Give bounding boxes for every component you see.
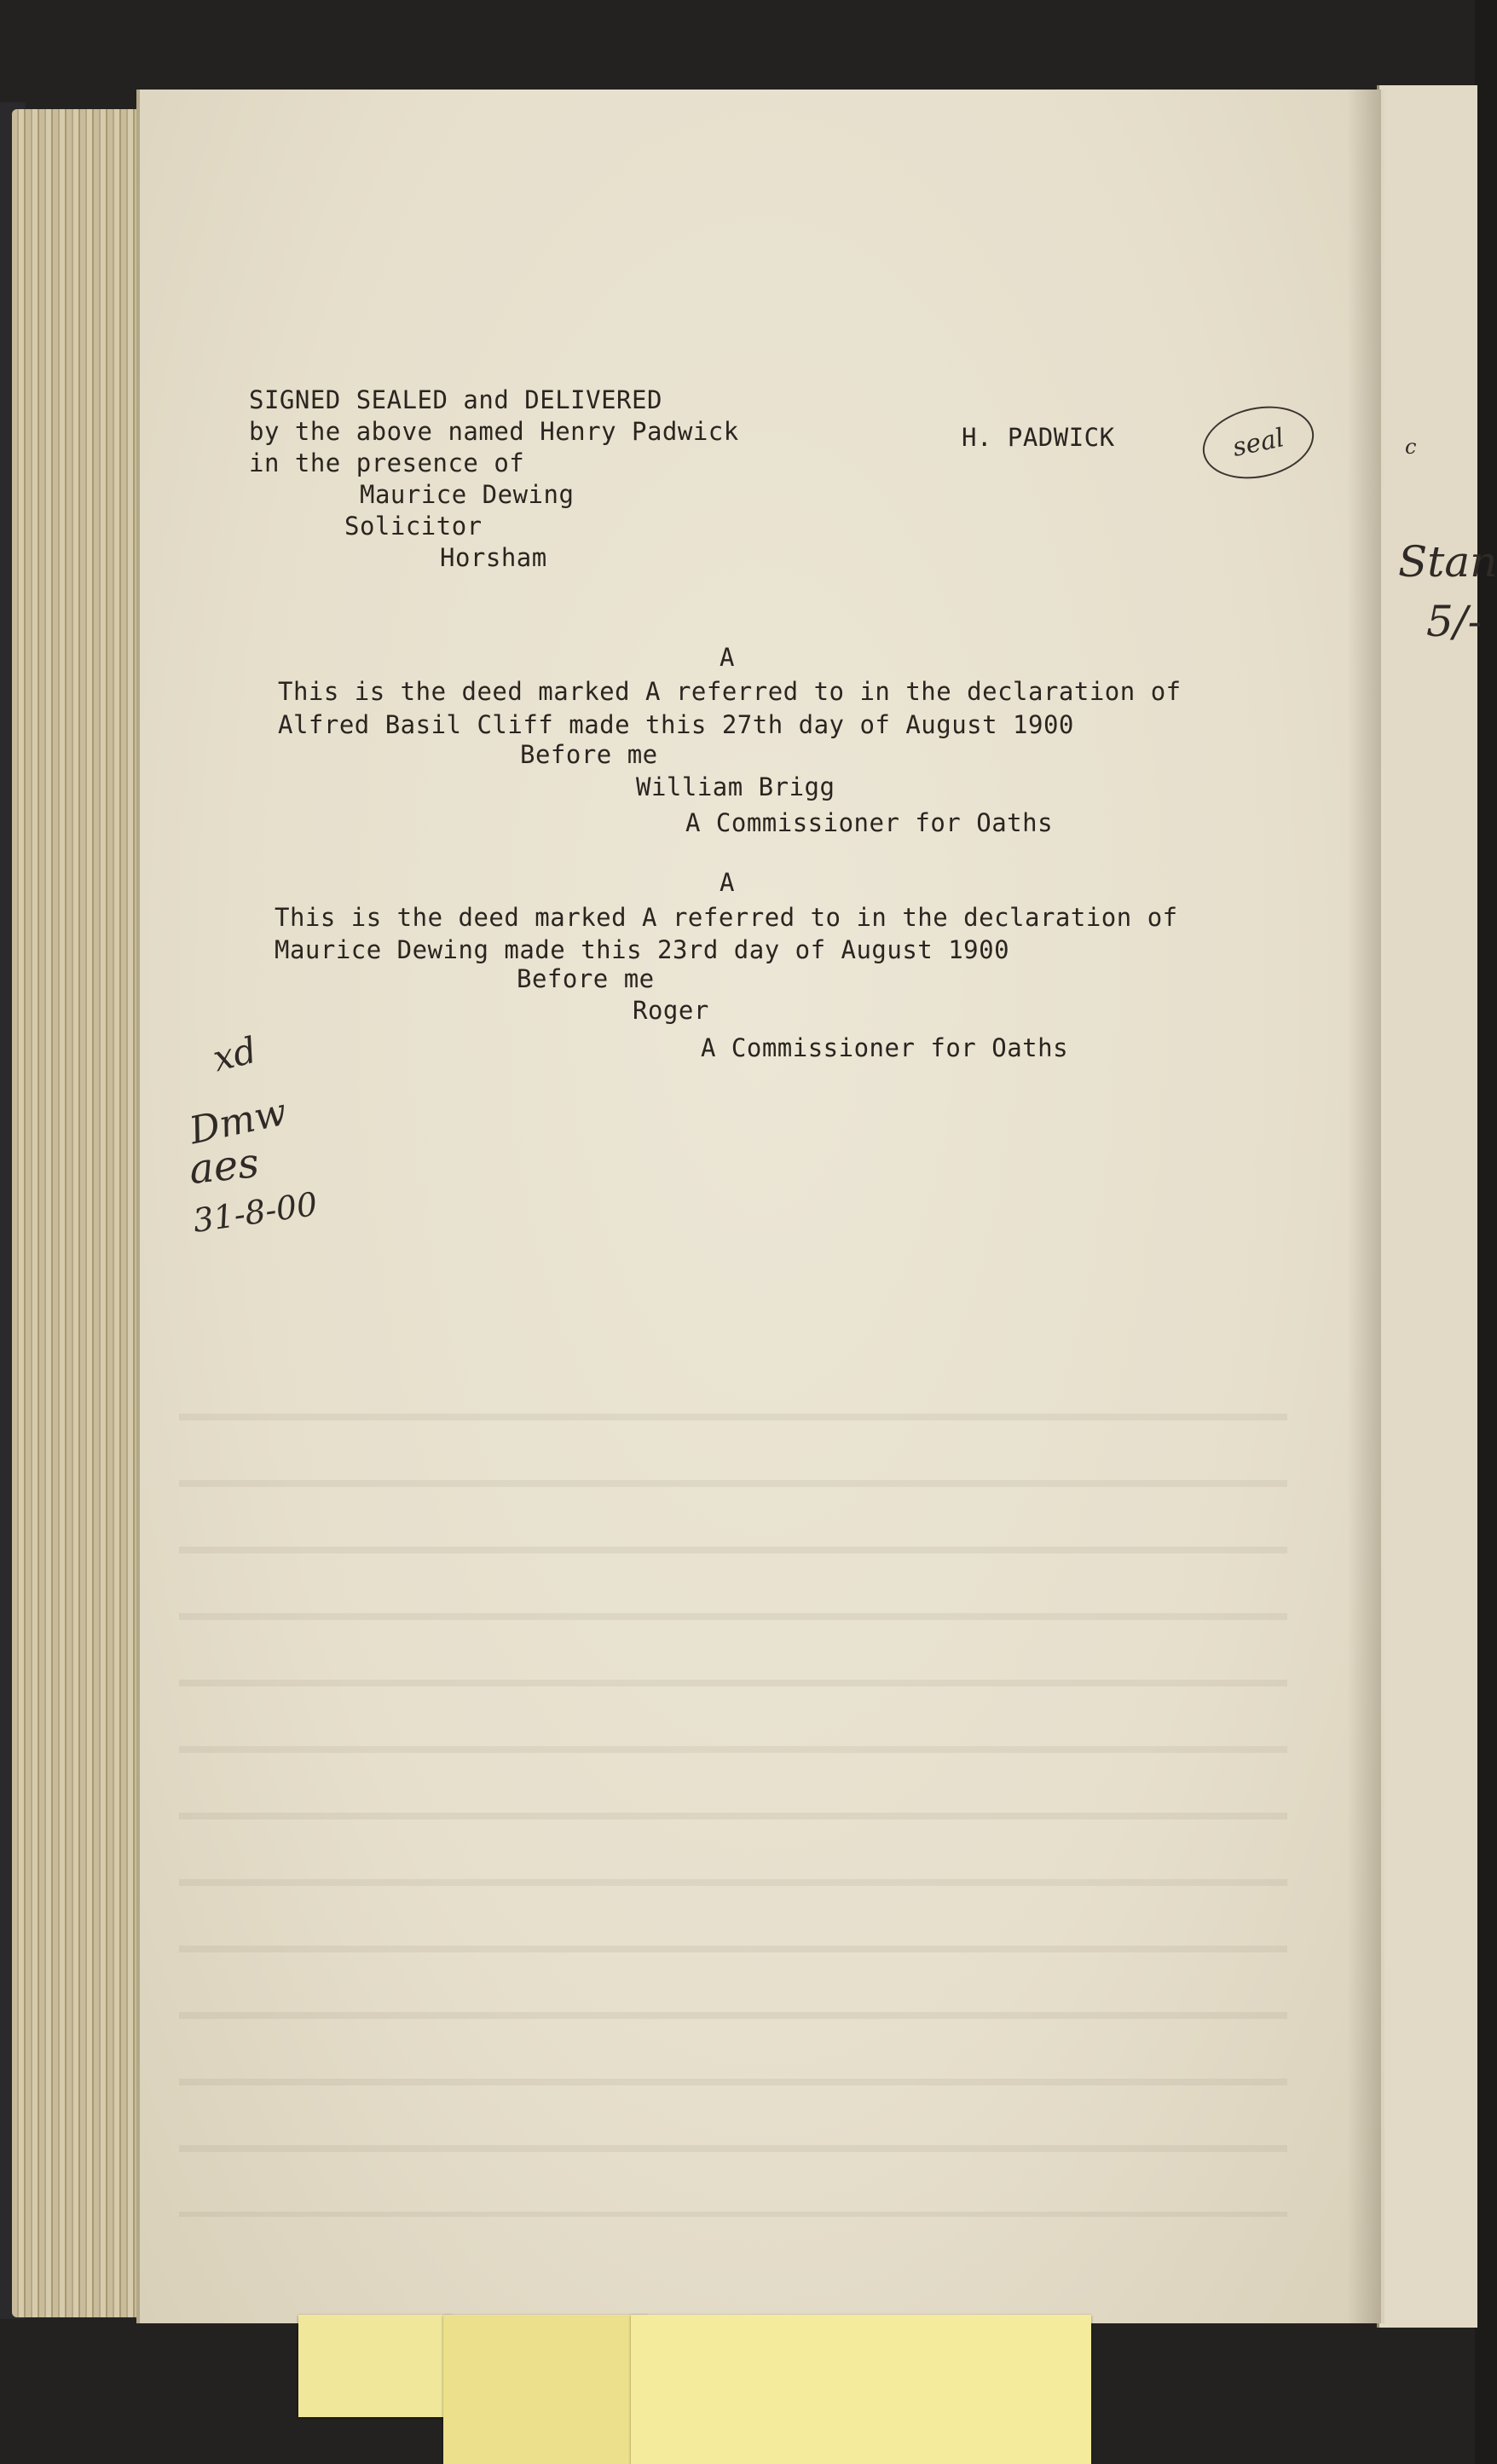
declaration-1-line-1: This is the deed marked A referred to in the declaration of <box>278 677 1182 706</box>
seal-label: seal <box>1229 422 1287 463</box>
attestation-line-1: SIGNED SEALED and DELIVERED <box>249 385 662 414</box>
adjacent-page <box>1377 85 1497 2328</box>
index-tab <box>443 2315 648 2464</box>
index-tab <box>298 2315 452 2417</box>
margin-note-initials-1: Dmw <box>185 1090 291 1154</box>
declaration-1-commissioner: William Brigg <box>636 772 835 801</box>
page-gutter-shadow <box>1347 90 1381 2323</box>
signatory-name: H. PADWICK <box>962 423 1115 452</box>
margin-note-initials-2: aes <box>187 1138 262 1194</box>
show-through-text <box>179 1364 1287 2217</box>
witness-place: Horsham <box>440 543 547 572</box>
margin-note-xd: xd <box>208 1028 261 1080</box>
adjacent-page-note-2: 5/- <box>1426 597 1483 646</box>
declaration-2-marker: A <box>720 868 735 897</box>
declaration-1-before: Before me <box>520 740 658 769</box>
witness-role: Solicitor <box>344 512 483 541</box>
declaration-1-line-2: Alfred Basil Cliff made this 27th day of August 1900 <box>278 710 1074 739</box>
page-edges <box>12 109 157 2317</box>
index-tab <box>631 2315 1091 2464</box>
margin-note-date: 31-8-00 <box>190 1185 320 1240</box>
declaration-1-title: A Commissioner for Oaths <box>685 808 1054 837</box>
declaration-2-before: Before me <box>517 964 655 993</box>
declaration-2-line-2: Maurice Dewing made this 23rd day of August 1900 <box>275 935 1010 964</box>
attestation-line-2: by the above named Henry Padwick <box>249 417 739 446</box>
declaration-1-marker: A <box>720 643 735 672</box>
attestation-line-3: in the presence of <box>249 448 525 477</box>
adjacent-page-note-1: Stan <box>1398 537 1497 587</box>
witness-name: Maurice Dewing <box>360 480 575 509</box>
declaration-2-commissioner: Roger <box>633 996 709 1025</box>
adjacent-page-mark: c <box>1405 435 1417 459</box>
declaration-2-title: A Commissioner for Oaths <box>701 1033 1069 1062</box>
declaration-2-line-1: This is the deed marked A referred to in the declaration of <box>275 903 1178 932</box>
